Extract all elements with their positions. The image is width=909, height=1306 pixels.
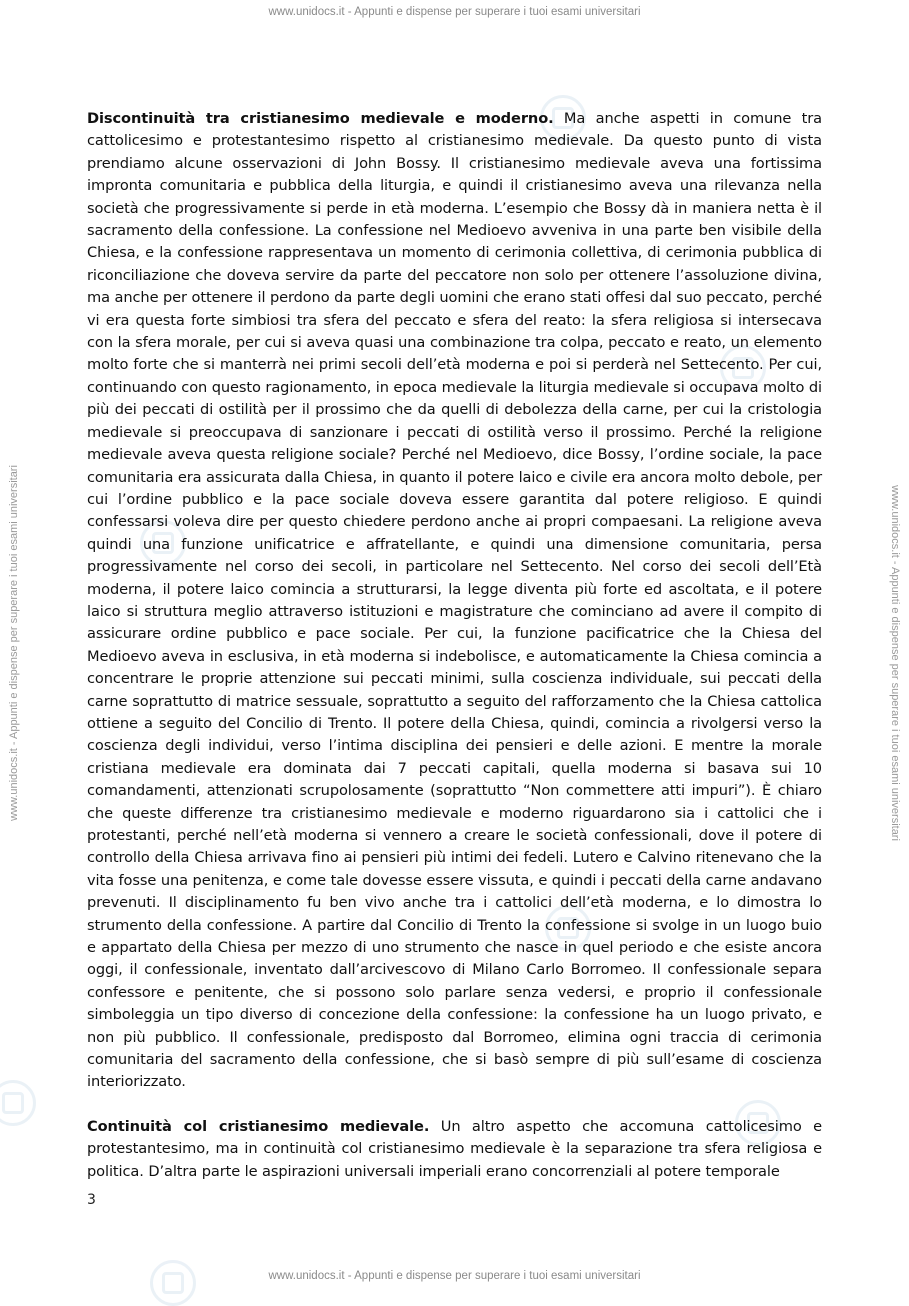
side-watermark-left: www.unidocs.it - Appunti e dispense per superare i tuoi esami universitari xyxy=(8,465,20,821)
unidocs-logo-icon xyxy=(150,1260,196,1306)
section-heading: Continuità col cristianesimo medievale. xyxy=(87,1117,430,1135)
paragraph-text: Un altro aspetto che accomuna cattolicesimo e protestantesimo, ma in continuità col cristianesimo medievale è la separazione tra sfera religiosa e politica. D’altra parte le aspirazioni universali imperiali erano concorrenziali al potere temporale xyxy=(87,1117,823,1180)
paragraph-discontinuity xyxy=(87,108,822,1094)
side-watermark-right: www.unidocs.it - Appunti e dispense per superare i tuoi esami universitari xyxy=(889,485,901,841)
section-heading: Discontinuità tra cristianesimo medievale e moderno. xyxy=(87,110,554,127)
unidocs-logo-icon xyxy=(0,1080,36,1126)
page-number: 3 xyxy=(87,1192,96,1208)
paragraph-text: Ma anche aspetti in comune tra cattolicesimo e protestantesimo rispetto al cristianesimo medievale. Da questo punto di vista prendiamo alcune osservazioni di John Bossy. Il cristianesimo medievale aveva una fortissima impronta comunitaria e pubblica della liturgia, e quindi il cristianesimo aveva una rilevanza nella società che progressivamente si perde in età moderna. L’esempio che Bossy dà in maniera netta è il sacramento della confessione. La confessione nel Medioevo avveniva in una parte ben visibile della Chiesa, e la confessione rappresentava un momento di cerimonia collettiva, di cerimonia pubblica di riconciliazione che doveva servire da parte del peccatore non solo per ottenere l’assoluzione divina, ma anche per ottenere il perdono da parte degli uomini che erano stati offesi dal suo peccato, perché vi era questa forte simbiosi tra sfera del peccato e sfera del reato: la sfera religiosa si intersecava con la sfera morale, per cui si aveva quasi una combinazione tra colpa, peccato e reato, un elemento molto forte che si manterrà nei primi secoli dell’età moderna e poi si perderà nel Settecento. Per cui, continuando con questo ragionamento, in epoca medievale la liturgia medievale si occupava molto di più dei peccati di ostilità per il prossimo che da quelli di debolezza della carne, per cui la cristologia medievale si preoccupava di sanzionare i peccati di ostilità verso il prossimo. Perché la religione medievale aveva questa religione sociale? Perché nel Medioevo, dice Bossy, l’ordine sociale, la pace comunitaria era assicurata dalla Chiesa, in quanto il potere laico e civile era ancora molto debole, per cui l’ordine pubblico e la pace sociale doveva essere garantita dal potere religioso. E quindi confessarsi voleva dire per questo chiedere perdono anche ai propri compaesani. La religione aveva quindi una funzione unificatrice e affratellante, e quindi una dimensione comunitaria, persa progressivamente nel corso dei secoli, in particolare nel Settecento. Nel corso dei secoli dell’Età moderna, il potere laico comincia a strutturarsi, la legge diventa più forte ed ascoltata, e il potere laico si struttura meglio attraverso istituzioni e magistrature che cominciano ad avere il compito di assicurare ordine pubblico e pace sociale. Per cui, la funzione pacificatrice che la Chiesa del Medioevo aveva in esclusiva, in età moderna si indebolisce, e automaticamente la Chiesa comincia a concentrare le proprie attenzione sui peccati minimi, sulla coscienza individuale, sui peccati della carne soprattutto di matrice sessuale, soprattutto a seguito del rafforzamento che la Chiesa cattolica ottiene a seguito del Concilio di Trento. Il potere della Chiesa, quindi, comincia a rivolgersi verso la coscienza degli individui, verso l’intima disciplina dei pensieri e delle azioni. E mentre la morale cristiana medievale era dominata dai 7 peccati capitali, quella moderna si basava sui 10 comandamenti, attenzionati scrupolosamente (soprattutto “Non commettere atti impuri”). È chiaro che queste differenze tra cristianesimo medievale e moderno riguardarono sia i cattolici che i protestanti, perché nell’età moderna si vennero a creare le società confessionali, dove il potere di controllo della Chiesa arrivava fino ai pensieri più intimi dei fedeli. Lutero e Calvino ritenevano che la vita fosse una penitenza, e come tale dovesse essere vissuta, e quindi i peccati della carne andavano prevenuti. Il disciplinamento fu ben vivo anche tra i cattolici dell’età moderna, e lo dimostra lo strumento della confessione. A partire dal Concilio di Trento la confessione si svolge in un luogo buio e appartato della Chiesa per mezzo di uno strumento che nasce in quel periodo e che esiste ancora oggi, il confessionale, inventato dall’arcivescovo di Milano Carlo Borromeo. Il confessionale separa confessore e penitente, che si possono solo parlare senza vedersi, e proprio il confessionale simboleggia un tipo diverso di concezione della confessione: la confessione ha un luogo privato, e non più pubblico. Il confessionale, predisposto dal Borromeo, elimina ogni traccia di cerimonia comunitaria del sacramento della confessione, che si basò sempre di più sull’esame di coscienza interiorizzato. xyxy=(87,110,823,1091)
footer-watermark: www.unidocs.it - Appunti e dispense per superare i tuoi esami universitari xyxy=(268,1270,641,1282)
document-body xyxy=(87,108,822,1183)
header-watermark: www.unidocs.it - Appunti e dispense per superare i tuoi esami universitari xyxy=(268,6,641,18)
paragraph-continuity xyxy=(87,1116,822,1183)
